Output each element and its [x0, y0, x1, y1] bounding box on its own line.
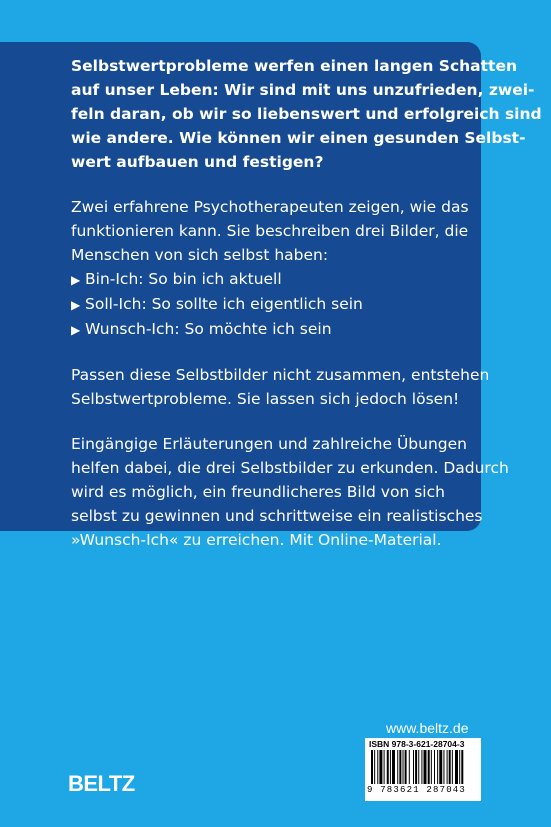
intro-paragraph	[71, 195, 471, 342]
para-line: »Wunsch-Ich« zu erreichen. Mit Online-Material.	[71, 531, 442, 549]
intro-line: Menschen von sich selbst haben:	[71, 246, 329, 264]
isbn-barcode	[365, 738, 481, 801]
lead-line: feln daran, ob wir so liebenswert und erfolgreich sind	[71, 105, 542, 123]
publisher-logo: BELTZ	[68, 771, 135, 796]
third-paragraph	[71, 432, 509, 552]
lead-line: wie andere. Wie können wir einen gesunden Selbst-	[71, 129, 526, 147]
text-panel	[0, 42, 542, 549]
bullet-text: Soll-Ich: So sollte ich eigentlich sein	[85, 295, 363, 313]
lead-line: auf unser Leben: Wir sind mit uns unzufrieden, zwei-	[71, 81, 535, 99]
blurb	[71, 54, 542, 573]
bullet-text: Bin-Ich: So bin ich aktuell	[85, 270, 282, 288]
para-line: selbst zu gewinnen und schrittweise ein realistisches	[71, 507, 483, 525]
lead-line: Selbstwertprobleme werfen einen langen Schatten	[71, 57, 517, 75]
bullet-item	[71, 292, 471, 317]
bullet-item	[71, 267, 471, 292]
para-line: wird es möglich, ein freundlicheres Bild von sich	[71, 483, 445, 501]
para-line: Passen diese Selbstbilder nicht zusammen, entstehen	[71, 366, 490, 384]
lead-line: wert aufbauen und festigen?	[71, 153, 324, 171]
isbn-label: ISBN 978-3-621-28704-3	[369, 739, 465, 749]
triangle-bullet-icon: ▶	[71, 323, 81, 337]
publisher-website: www.beltz.de	[386, 720, 469, 736]
triangle-bullet-icon: ▶	[71, 273, 81, 287]
barcode-icon	[371, 750, 475, 784]
intro-line: Zwei erfahrene Psychotherapeuten zeigen, wie das	[71, 198, 469, 216]
triangle-bullet-icon: ▶	[71, 298, 81, 312]
lead-paragraph	[71, 54, 542, 174]
intro-line: funktionieren kann. Sie beschreiben drei Bilder, die	[71, 222, 469, 240]
second-paragraph	[71, 363, 490, 411]
bullet-text: Wunsch-Ich: So möchte ich sein	[85, 320, 332, 338]
para-line: helfen dabei, die drei Selbstbilder zu erkunden. Dadurch	[71, 459, 509, 477]
bullet-item	[71, 317, 471, 342]
ean-number: 9 783621 287043	[367, 785, 467, 795]
para-line: Selbstwertprobleme. Sie lassen sich jedoch lösen!	[71, 390, 460, 408]
para-line: Eingängige Erläuterungen und zahlreiche Übungen	[71, 435, 467, 453]
